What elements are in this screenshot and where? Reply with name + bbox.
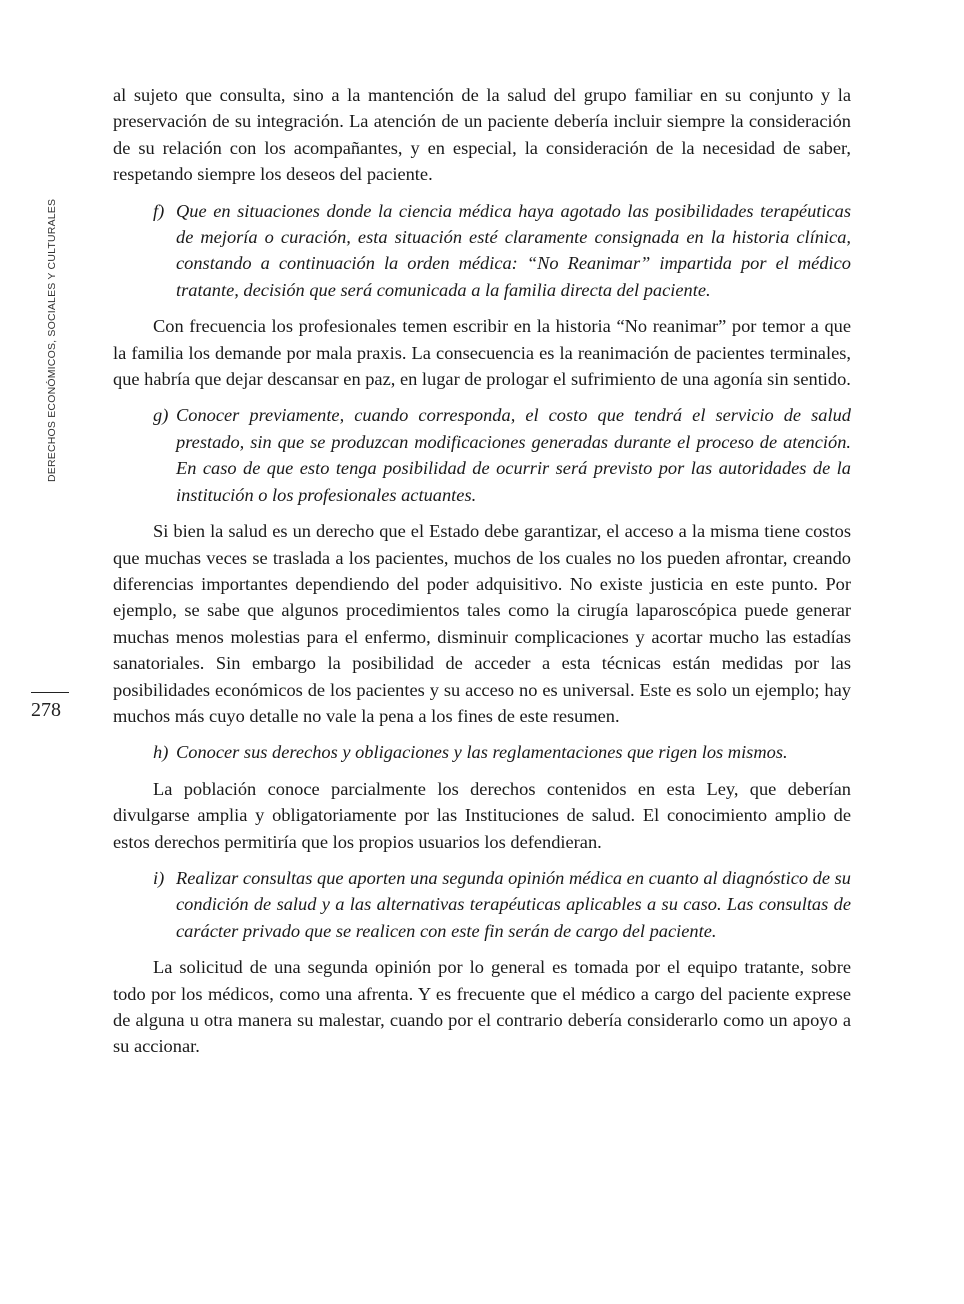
running-title: DERECHOS ECONÓMICOS, SOCIALES Y CULTURALES bbox=[46, 198, 58, 482]
list-marker: g) bbox=[153, 405, 169, 426]
list-item-text: Que en situaciones donde la ciencia médica haya agotado las posibilidades terapéuticas de mejoría o curación, esta situación esté claramente consignada en la historia clínica, constando a continuación la orden médica: “No Reanimar” impartida por el médico tratante, decisión que será comunicada a la familia directa del paciente. bbox=[176, 200, 851, 300]
paragraph: La población conoce parcialmente los derechos contenidos en esta Ley, que deberían divulgarse amplia y obligatoriamente por las Instituciones de salud. El conocimiento amplio de estos derechos permitiría que los propios usuarios los defendieran. bbox=[113, 778, 851, 852]
list-item-h bbox=[153, 739, 851, 765]
list-item-f bbox=[153, 198, 851, 304]
paragraph: Con frecuencia los profesionales temen escribir en la historia “No reanimar” por temor a que la familia los demande por mala praxis. La consecuencia es la reanimación de pacientes terminales, que habría que dejar descansar en paz, en lugar de prologar el sufrimiento de una agonía sin sentido. bbox=[113, 316, 851, 390]
list-item-text: Conocer sus derechos y obligaciones y las reglamentaciones que rigen los mismos. bbox=[176, 742, 788, 763]
paragraph: La solicitud de una segunda opinión por lo general es tomada por el equipo tratante, sobre todo por los médicos, como una afrenta. Y es frecuente que el médico a cargo del paciente exprese de alguna u otra manera su malestar, cuando por el contrario debería considerarlo como un apoyo a su accionar. bbox=[113, 957, 851, 1057]
list-item-i bbox=[153, 865, 851, 944]
list-item-text: Conocer previamente, cuando corresponda, el costo que tendrá el servicio de salud prestado, sin que se produzcan modificaciones generadas durante el proceso de atención. En caso de que esto tenga posibilidad de ocurrir será previsto por las autoridades de la institución o los profesionales actuantes. bbox=[176, 405, 851, 505]
paragraph: Si bien la salud es un derecho que el Estado debe garantizar, el acceso a la misma tiene costos que muchas veces se traslada a los pacientes, muchos de los cuales no los pueden afrontar, creando diferencias importantes dependiendo del poder adquisitivo. No existe justicia en este punto. Por ejemplo, se sabe que algunos procedimientos tales como la cirugía laparoscópica puede generar muchas menos molestias para el enfermo, disminuir complicaciones y acortar mucho las estadías sanatoriales. Sin embargo la posibilidad de acceder a esta técnicas están medidas por las posibilidades económicos de los pacientes y su acceso no es universal. Este es solo un ejemplo; hay muchos más cuyo detalle no vale la pena a los fines de este resumen. bbox=[113, 521, 851, 726]
list-item-text: Realizar consultas que aporten una segunda opinión médica en cuanto al diagnóstico de su condición de salud y a las alternativas terapéuticas aplicables a su caso. Las consultas de carácter privado que se realicen con este fin serán de cargo del paciente. bbox=[176, 867, 851, 941]
list-item-g bbox=[153, 402, 851, 508]
list-marker: f) bbox=[153, 200, 165, 221]
paragraph: al sujeto que consulta, sino a la mantención de la salud del grupo familiar en su conjunto y la preservación de su integración. La atención de un paciente debería incluir siempre la consideración de su relación con los acompañantes, y en especial, la consideración de la necesidad de saber, respetando siempre los deseos del paciente. bbox=[113, 85, 851, 185]
list-marker: i) bbox=[153, 867, 165, 888]
page-number: 278 bbox=[31, 692, 69, 722]
list-marker: h) bbox=[153, 742, 169, 763]
page-body bbox=[113, 82, 851, 1070]
